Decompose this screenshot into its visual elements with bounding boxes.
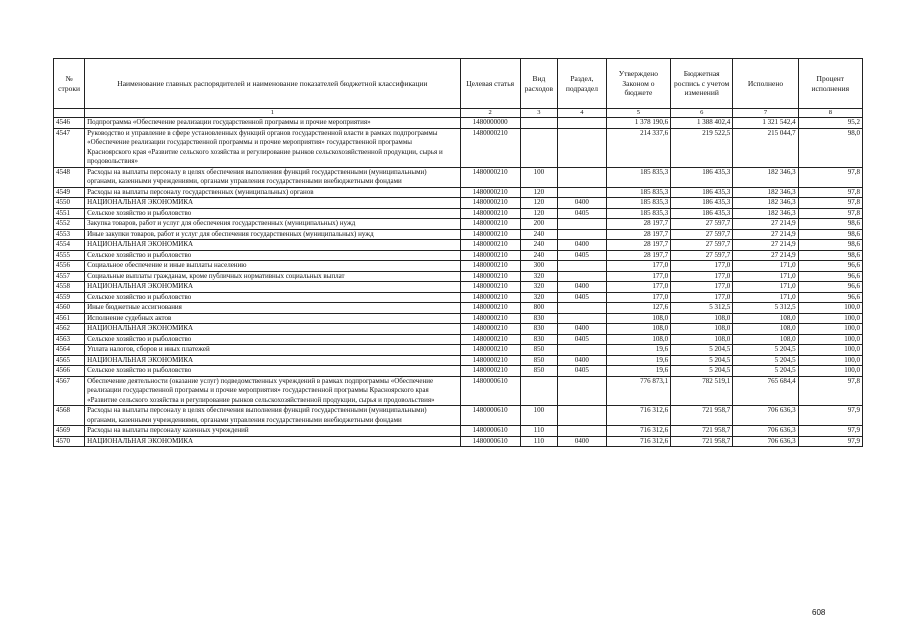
row-name: Социальное обеспечение и иные выплаты населению	[85, 261, 460, 272]
row-approved: 28 197,7	[606, 229, 670, 240]
row-budget: 186 435,3	[671, 198, 733, 209]
table-row	[54, 208, 863, 219]
row-section	[558, 313, 607, 324]
row-percent: 97,8	[798, 167, 862, 187]
row-kind: 120	[520, 208, 557, 219]
row-name: Сельское хозяйство и рыболовство	[85, 292, 460, 303]
row-section	[558, 261, 607, 272]
row-name: Обеспечение деятельности (оказание услуг) подведомственных учреждений в рамках подпрограммы «Обеспечение реализации государственной программы и прочие мероприятия» государственной программы Красноярского края «Развитие сельского хозяйства и регулирование рынков сельскохозяйственной продукции, сырья и продовольствия»	[85, 376, 460, 406]
row-target: 1480000210	[460, 208, 520, 219]
row-target: 1480000210	[460, 334, 520, 345]
row-section: 0405	[558, 334, 607, 345]
row-budget: 5 312,5	[671, 303, 733, 314]
row-kind	[520, 376, 557, 406]
column-number: 1	[85, 109, 460, 118]
row-budget: 108,0	[671, 334, 733, 345]
header-section: Раздел, подраздел	[558, 59, 607, 109]
row-name: НАЦИОНАЛЬНАЯ ЭКОНОМИКА	[85, 355, 460, 366]
row-budget: 5 204,5	[671, 355, 733, 366]
row-approved: 185 835,3	[606, 208, 670, 219]
row-section: 0400	[558, 355, 607, 366]
row-name: НАЦИОНАЛЬНАЯ ЭКОНОМИКА	[85, 436, 460, 447]
row-name: Сельское хозяйство и рыболовство	[85, 250, 460, 261]
row-approved: 177,0	[606, 292, 670, 303]
row-executed: 182 346,3	[733, 208, 798, 219]
table-row	[54, 376, 863, 406]
budget-execution-table	[53, 58, 863, 447]
row-number: 4548	[54, 167, 85, 187]
row-target: 1480000210	[460, 219, 520, 230]
row-name: Сельское хозяйство и рыболовство	[85, 366, 460, 377]
table-row	[54, 282, 863, 293]
row-number: 4553	[54, 229, 85, 240]
row-kind: 830	[520, 324, 557, 335]
row-name: Расходы на выплаты персоналу в целях обеспечения выполнения функций государственными (муниципальными) органами, казенными учреждениями, органами управления государственными внебюджетными фондами	[85, 167, 460, 187]
row-executed: 108,0	[733, 313, 798, 324]
row-percent: 97,8	[798, 198, 862, 209]
row-name: Уплата налогов, сборов и иных платежей	[85, 345, 460, 356]
row-name: Расходы на выплаты персоналу государственных (муниципальных) органов	[85, 187, 460, 198]
row-target: 1480000610	[460, 436, 520, 447]
row-executed: 108,0	[733, 324, 798, 335]
row-executed: 5 204,5	[733, 366, 798, 377]
row-approved: 108,0	[606, 313, 670, 324]
row-number: 4546	[54, 118, 85, 129]
row-kind: 800	[520, 303, 557, 314]
row-executed: 27 214,9	[733, 250, 798, 261]
row-name: НАЦИОНАЛЬНАЯ ЭКОНОМИКА	[85, 324, 460, 335]
row-budget: 5 204,5	[671, 345, 733, 356]
row-section	[558, 167, 607, 187]
row-percent: 100,0	[798, 313, 862, 324]
row-target: 1480000210	[460, 261, 520, 272]
row-kind: 110	[520, 436, 557, 447]
column-number-row	[54, 109, 863, 118]
row-section	[558, 128, 607, 167]
row-approved: 716 312,6	[606, 436, 670, 447]
row-approved: 776 873,1	[606, 376, 670, 406]
row-approved: 716 312,6	[606, 426, 670, 437]
row-kind: 850	[520, 366, 557, 377]
row-approved: 185 835,3	[606, 167, 670, 187]
row-approved: 716 312,6	[606, 406, 670, 426]
column-number: 5	[606, 109, 670, 118]
row-section: 0405	[558, 250, 607, 261]
table-row	[54, 334, 863, 345]
page-number: 608	[812, 608, 826, 617]
row-target: 1480000210	[460, 187, 520, 198]
column-number: 4	[558, 109, 607, 118]
table-row	[54, 292, 863, 303]
table-row	[54, 406, 863, 426]
table-row	[54, 303, 863, 314]
header-approved: Утверждено Законом о бюджете	[606, 59, 670, 109]
row-number: 4547	[54, 128, 85, 167]
row-executed: 27 214,9	[733, 229, 798, 240]
row-kind: 200	[520, 219, 557, 230]
row-name: НАЦИОНАЛЬНАЯ ЭКОНОМИКА	[85, 240, 460, 251]
table-row	[54, 366, 863, 377]
header-budget: Бюджетная роспись с учетом изменений	[671, 59, 733, 109]
row-section	[558, 229, 607, 240]
column-number: 6	[671, 109, 733, 118]
row-budget: 177,0	[671, 282, 733, 293]
row-executed: 706 636,3	[733, 436, 798, 447]
row-target: 1480000610	[460, 376, 520, 406]
row-budget: 5 204,5	[671, 366, 733, 377]
row-target: 1480000000	[460, 118, 520, 129]
row-name: Иные закупки товаров, работ и услуг для обеспечения государственных (муниципальных) нужд	[85, 229, 460, 240]
row-budget: 27 597,7	[671, 250, 733, 261]
row-percent: 98,6	[798, 240, 862, 251]
row-number: 4563	[54, 334, 85, 345]
row-executed: 1 321 542,4	[733, 118, 798, 129]
row-budget: 186 435,3	[671, 187, 733, 198]
row-percent: 100,0	[798, 334, 862, 345]
row-kind: 320	[520, 271, 557, 282]
row-executed: 171,0	[733, 292, 798, 303]
row-section: 0405	[558, 366, 607, 377]
row-number: 4558	[54, 282, 85, 293]
table-row	[54, 118, 863, 129]
row-kind: 830	[520, 334, 557, 345]
row-kind: 320	[520, 292, 557, 303]
row-section: 0405	[558, 292, 607, 303]
table-row	[54, 187, 863, 198]
row-budget: 108,0	[671, 324, 733, 335]
row-section: 0400	[558, 282, 607, 293]
table-row	[54, 345, 863, 356]
row-percent: 97,8	[798, 187, 862, 198]
row-section	[558, 118, 607, 129]
row-name: Социальные выплаты гражданам, кроме публичных нормативных социальных выплат	[85, 271, 460, 282]
row-target: 1480000210	[460, 303, 520, 314]
table-row	[54, 324, 863, 335]
row-target: 1480000610	[460, 426, 520, 437]
row-target: 1480000210	[460, 366, 520, 377]
row-section	[558, 219, 607, 230]
row-target: 1480000210	[460, 198, 520, 209]
row-number: 4554	[54, 240, 85, 251]
row-budget: 108,0	[671, 313, 733, 324]
row-kind	[520, 118, 557, 129]
row-percent: 96,6	[798, 261, 862, 272]
row-executed: 182 346,3	[733, 187, 798, 198]
row-kind: 120	[520, 187, 557, 198]
row-number: 4549	[54, 187, 85, 198]
row-target: 1480000210	[460, 292, 520, 303]
row-executed: 108,0	[733, 334, 798, 345]
row-budget: 177,0	[671, 271, 733, 282]
row-approved: 28 197,7	[606, 219, 670, 230]
row-percent: 100,0	[798, 366, 862, 377]
row-kind: 240	[520, 240, 557, 251]
row-percent: 97,8	[798, 208, 862, 219]
row-budget: 186 435,3	[671, 167, 733, 187]
row-percent: 95,2	[798, 118, 862, 129]
row-approved: 185 835,3	[606, 187, 670, 198]
row-target: 1480000210	[460, 240, 520, 251]
row-percent: 96,6	[798, 271, 862, 282]
row-budget: 1 388 402,4	[671, 118, 733, 129]
row-percent: 98,6	[798, 229, 862, 240]
row-number: 4556	[54, 261, 85, 272]
row-executed: 171,0	[733, 261, 798, 272]
row-percent: 98,6	[798, 250, 862, 261]
row-kind: 850	[520, 355, 557, 366]
row-executed: 182 346,3	[733, 167, 798, 187]
row-kind: 240	[520, 229, 557, 240]
row-number: 4550	[54, 198, 85, 209]
row-section	[558, 426, 607, 437]
column-number-blank	[54, 109, 85, 118]
row-approved: 177,0	[606, 261, 670, 272]
row-approved: 214 337,6	[606, 128, 670, 167]
row-section: 0400	[558, 198, 607, 209]
row-approved: 177,0	[606, 282, 670, 293]
header-kind: Вид расходов	[520, 59, 557, 109]
row-number: 4564	[54, 345, 85, 356]
row-number: 4562	[54, 324, 85, 335]
row-approved: 1 378 190,6	[606, 118, 670, 129]
table-row	[54, 250, 863, 261]
row-kind: 300	[520, 261, 557, 272]
row-target: 1480000210	[460, 313, 520, 324]
row-number: 4569	[54, 426, 85, 437]
column-number: 8	[798, 109, 862, 118]
row-section	[558, 271, 607, 282]
row-approved: 108,0	[606, 334, 670, 345]
row-percent: 96,6	[798, 282, 862, 293]
row-number: 4561	[54, 313, 85, 324]
row-target: 1480000210	[460, 345, 520, 356]
row-percent: 97,9	[798, 426, 862, 437]
row-budget: 177,0	[671, 292, 733, 303]
row-name: НАЦИОНАЛЬНАЯ ЭКОНОМИКА	[85, 282, 460, 293]
row-executed: 27 214,9	[733, 219, 798, 230]
row-name: Расходы на выплаты персоналу в целях обеспечения выполнения функций государственными (муниципальными) органами, казенными учреждениями, органами управления государственными внебюджетными фондами	[85, 406, 460, 426]
row-section: 0400	[558, 240, 607, 251]
table-row	[54, 167, 863, 187]
row-budget: 27 597,7	[671, 229, 733, 240]
row-target: 1480000610	[460, 406, 520, 426]
row-kind: 120	[520, 198, 557, 209]
row-target: 1480000210	[460, 355, 520, 366]
table-row	[54, 355, 863, 366]
row-target: 1480000210	[460, 282, 520, 293]
row-name: Расходы на выплаты персоналу казенных учреждений	[85, 426, 460, 437]
row-name: Сельское хозяйство и рыболовство	[85, 208, 460, 219]
row-section	[558, 406, 607, 426]
table-row	[54, 219, 863, 230]
row-percent: 96,6	[798, 292, 862, 303]
row-name: Исполнение судебных актов	[85, 313, 460, 324]
row-approved: 108,0	[606, 324, 670, 335]
table-row	[54, 240, 863, 251]
header-executed: Исполнено	[733, 59, 798, 109]
row-percent: 100,0	[798, 324, 862, 335]
row-name: НАЦИОНАЛЬНАЯ ЭКОНОМИКА	[85, 198, 460, 209]
row-target: 1480000210	[460, 128, 520, 167]
row-budget: 186 435,3	[671, 208, 733, 219]
row-budget: 219 522,5	[671, 128, 733, 167]
column-number: 7	[733, 109, 798, 118]
row-number: 4560	[54, 303, 85, 314]
table-row	[54, 261, 863, 272]
row-approved: 19,6	[606, 366, 670, 377]
row-approved: 185 835,3	[606, 198, 670, 209]
row-percent: 98,0	[798, 128, 862, 167]
row-percent: 98,6	[798, 219, 862, 230]
row-section: 0400	[558, 436, 607, 447]
row-percent: 97,8	[798, 376, 862, 406]
row-percent: 97,9	[798, 436, 862, 447]
row-target: 1480000210	[460, 271, 520, 282]
row-executed: 171,0	[733, 282, 798, 293]
header-row-no: № строки	[54, 59, 85, 109]
row-executed: 5 312,5	[733, 303, 798, 314]
row-section	[558, 345, 607, 356]
row-percent: 100,0	[798, 355, 862, 366]
row-kind	[520, 128, 557, 167]
row-number: 4566	[54, 366, 85, 377]
row-number: 4567	[54, 376, 85, 406]
row-section: 0405	[558, 208, 607, 219]
table-row	[54, 229, 863, 240]
row-number: 4552	[54, 219, 85, 230]
row-kind: 100	[520, 167, 557, 187]
table-row	[54, 436, 863, 447]
row-budget: 782 519,1	[671, 376, 733, 406]
row-executed: 765 684,4	[733, 376, 798, 406]
row-name: Подпрограмма «Обеспечение реализации государственной программы и прочие мероприятия»	[85, 118, 460, 129]
row-executed: 171,0	[733, 271, 798, 282]
row-kind: 320	[520, 282, 557, 293]
row-target: 1480000210	[460, 324, 520, 335]
row-approved: 28 197,7	[606, 250, 670, 261]
table-row	[54, 426, 863, 437]
row-kind: 850	[520, 345, 557, 356]
row-executed: 27 214,9	[733, 240, 798, 251]
row-budget: 27 597,7	[671, 219, 733, 230]
row-executed: 706 636,3	[733, 426, 798, 437]
row-executed: 5 204,5	[733, 345, 798, 356]
row-executed: 215 044,7	[733, 128, 798, 167]
row-budget: 721 958,7	[671, 426, 733, 437]
row-approved: 19,6	[606, 355, 670, 366]
row-approved: 127,6	[606, 303, 670, 314]
column-number: 2	[460, 109, 520, 118]
column-number: 3	[520, 109, 557, 118]
row-executed: 182 346,3	[733, 198, 798, 209]
table-row	[54, 313, 863, 324]
row-approved: 28 197,7	[606, 240, 670, 251]
row-executed: 706 636,3	[733, 406, 798, 426]
row-budget: 721 958,7	[671, 436, 733, 447]
row-number: 4551	[54, 208, 85, 219]
table-row	[54, 271, 863, 282]
row-kind: 110	[520, 426, 557, 437]
table-body	[54, 118, 863, 447]
row-number: 4568	[54, 406, 85, 426]
row-percent: 100,0	[798, 345, 862, 356]
header-percent: Процент исполнения	[798, 59, 862, 109]
row-number: 4555	[54, 250, 85, 261]
header-target: Целевая статья	[460, 59, 520, 109]
row-name: Закупка товаров, работ и услуг для обеспечения государственных (муниципальных) нужд	[85, 219, 460, 230]
row-number: 4570	[54, 436, 85, 447]
row-percent: 100,0	[798, 303, 862, 314]
row-number: 4557	[54, 271, 85, 282]
row-target: 1480000210	[460, 250, 520, 261]
row-percent: 97,9	[798, 406, 862, 426]
row-kind: 100	[520, 406, 557, 426]
row-executed: 5 204,5	[733, 355, 798, 366]
row-section: 0400	[558, 324, 607, 335]
header-name: Наименование главных распорядителей и наименование показателей бюджетной классификации	[85, 59, 460, 109]
row-approved: 177,0	[606, 271, 670, 282]
row-target: 1480000210	[460, 229, 520, 240]
row-budget: 27 597,7	[671, 240, 733, 251]
row-number: 4559	[54, 292, 85, 303]
row-kind: 830	[520, 313, 557, 324]
header-row	[54, 59, 863, 109]
row-section	[558, 303, 607, 314]
table-row	[54, 198, 863, 209]
row-name: Сельское хозяйство и рыболовство	[85, 334, 460, 345]
row-approved: 19,6	[606, 345, 670, 356]
row-name: Руководство и управление в сфере установленных функций органов государственной власти в рамках подпрограммы «Обеспечение реализации государственной программы и прочие мероприятия» государственной программы Красноярского края «Развитие сельского хозяйства и регулирование рынков сельскохозяйственной продукции, сырья и продовольствия»	[85, 128, 460, 167]
row-section	[558, 376, 607, 406]
row-name: Иные бюджетные ассигнования	[85, 303, 460, 314]
row-number: 4565	[54, 355, 85, 366]
row-section	[558, 187, 607, 198]
row-budget: 177,0	[671, 261, 733, 272]
row-target: 1480000210	[460, 167, 520, 187]
row-kind: 240	[520, 250, 557, 261]
table-row	[54, 128, 863, 167]
row-budget: 721 958,7	[671, 406, 733, 426]
